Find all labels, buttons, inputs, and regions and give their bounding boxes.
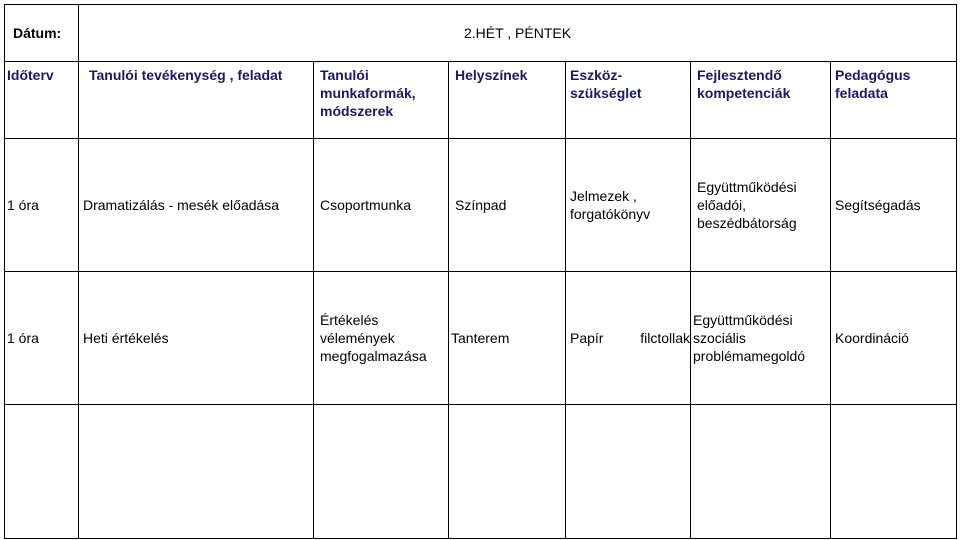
cell-method: Csoportmunka xyxy=(314,139,449,272)
cell-place: Színpad xyxy=(449,139,566,272)
cell-activity: Heti értékelés xyxy=(79,272,314,405)
cell-competencies: Együttműködési előadói, beszédbátorság xyxy=(691,139,831,272)
empty-cell xyxy=(79,405,314,539)
page-title: 2.HÉT , PÉNTEK xyxy=(79,5,957,62)
header-teacher: Pedagógus feladata xyxy=(831,62,957,139)
header-time: Időterv xyxy=(5,62,79,139)
table-row xyxy=(5,272,957,405)
column-header-row xyxy=(5,62,957,139)
cell-tools xyxy=(566,272,691,405)
lesson-plan-sheet xyxy=(4,4,957,539)
cell-method: Értékelés vélemények megfogalmazása xyxy=(314,272,449,405)
header-method: Tanulói munkaformák, módszerek xyxy=(314,62,449,139)
empty-cell xyxy=(691,405,831,539)
header-activity: Tanulói tevékenység , feladat xyxy=(79,62,314,139)
cell-place: Tanterem xyxy=(449,272,566,405)
cell-activity: Dramatizálás - mesék előadása xyxy=(79,139,314,272)
cell-time: 1 óra xyxy=(5,272,79,405)
date-label: Dátum: xyxy=(5,5,79,62)
header-tools: Eszköz- szükséglet xyxy=(566,62,691,139)
cell-tools: Jelmezek , forgatókönyv xyxy=(566,139,691,272)
empty-cell xyxy=(449,405,566,539)
cell-competencies: Együttműködési szociális problémamegoldó xyxy=(691,272,831,405)
table-row xyxy=(5,139,957,272)
header-competencies: Fejlesztendő kompetenciák xyxy=(691,62,831,139)
header-place: Helyszínek xyxy=(449,62,566,139)
date-row xyxy=(5,5,957,62)
cell-teacher: Koordináció xyxy=(831,272,957,405)
lesson-plan-table xyxy=(4,4,957,539)
empty-cell xyxy=(566,405,691,539)
empty-cell xyxy=(5,405,79,539)
cell-tools-paper: Papír xyxy=(570,330,604,346)
empty-cell xyxy=(831,405,957,539)
cell-time: 1 óra xyxy=(5,139,79,272)
empty-cell xyxy=(314,405,449,539)
cell-teacher: Segítségadás xyxy=(831,139,957,272)
cell-tools-markers: filctollak xyxy=(640,330,690,346)
empty-row xyxy=(5,405,957,539)
